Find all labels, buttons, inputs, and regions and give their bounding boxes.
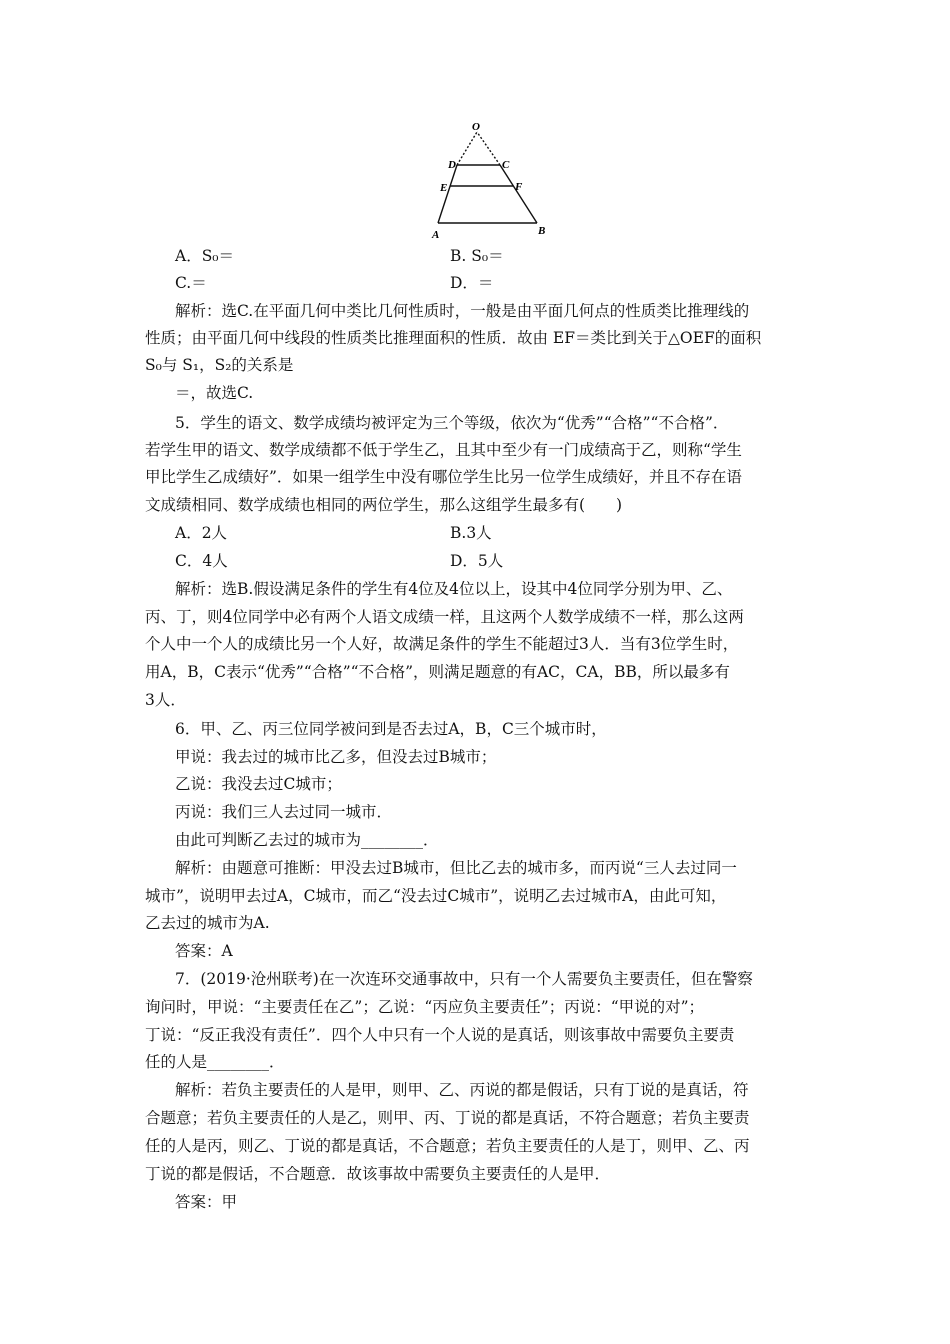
q7-analysis-line: 合题意；若负主要责任的人是乙，则甲、丙、丁说的都是真话，不符合题意；若负主要责	[145, 1109, 750, 1127]
q5-stem-line: 甲比学生乙成绩好”．如果一组学生中没有哪位学生比另一位学生成绩好，并且不存在语	[145, 468, 742, 486]
q5-analysis-line: 解析：选B.假设满足条件的学生有4位及4位以上，设其中4位同学分别为甲、乙、	[175, 580, 733, 598]
q7-stem-line: 7．(2019·沧州联考)在一次连环交通事故中，只有一个人需要负主要责任，但在警察	[175, 970, 753, 988]
q4-option-c: C.＝	[175, 274, 207, 292]
q7-analysis-line: 丁说的都是假话，不合题意．故该事故中需要负主要责任的人是甲．	[145, 1165, 611, 1183]
q5-stem-line: 若学生甲的语文、数学成绩都不低于学生乙，且其中至少有一门成绩高于乙，则称“学生	[145, 441, 742, 459]
trapezoid-figure	[425, 118, 555, 243]
segment-OC-dashed	[477, 132, 500, 165]
label-B: B	[538, 225, 546, 237]
q5-option-b: B.3人	[450, 524, 492, 542]
q6-stem-line: 乙说：我没去过C城市；	[175, 775, 342, 793]
segment-OD-dashed	[457, 132, 477, 165]
q6-analysis-line: 乙去过的城市为A.	[145, 914, 270, 932]
label-D: D	[448, 159, 456, 171]
label-O: O	[472, 121, 480, 133]
q6-stem-line: 丙说：我们三人去过同一城市．	[175, 803, 393, 821]
q4-analysis-line: 解析：选C.在平面几何中类比几何性质时，一般是由平面几何点的性质类比推理线的	[175, 302, 750, 320]
q6-stem-line: 6．甲、乙、丙三位同学被问到是否去过A，B，C三个城市时，	[175, 720, 607, 738]
segment-BC	[500, 165, 537, 223]
q4-analysis-line: ＝，故选C.	[175, 384, 254, 402]
q6-stem-line: 由此可判断乙去过的城市为________．	[175, 831, 439, 849]
segment-AD	[438, 165, 457, 223]
q6-stem-line: 甲说：我去过的城市比乙多，但没去过B城市；	[175, 748, 497, 766]
q5-option-d: D．5人	[450, 552, 504, 570]
q7-analysis-line: 解析：若负主要责任的人是甲，则甲、乙、丙说的都是假话，只有丁说的是真话，符	[175, 1081, 749, 1099]
label-A: A	[432, 229, 440, 241]
q4-analysis-line: S₀与 S₁，S₂的关系是	[145, 356, 294, 374]
q5-option-a: A．2人	[175, 524, 228, 542]
q6-answer: 答案：A	[175, 942, 233, 960]
label-E: E	[440, 182, 448, 194]
q7-stem-line: 任的人是________．	[145, 1053, 285, 1071]
q4-option-a: A．S₀＝	[175, 247, 235, 265]
q7-stem-line: 丁说：“反正我没有责任”．四个人中只有一个人说的是真话，则该事故中需要负主要责	[145, 1026, 735, 1044]
q5-analysis-line: 个人中一个人的成绩比另一个人好，故满足条件的学生不能超过3人．当有3位学生时，	[145, 635, 739, 653]
q6-analysis-line: 解析：由题意可推断：甲没去过B城市，但比乙去的城市多，而丙说“三人去过同一	[175, 859, 737, 877]
q5-option-c: C．4人	[175, 552, 228, 570]
q5-analysis-line: 用A，B，C表示“优秀”“合格”“不合格”，则满足题意的有AC，CA，BB，所以最多有	[145, 663, 730, 681]
q6-analysis-line: 城市”，说明甲去过A，C城市，而乙“没去过C城市”，说明乙去过城市A，由此可知，	[145, 887, 727, 905]
q5-analysis-line: 丙、丁，则4位同学中必有两个人语文成绩一样，且这两个人数学成绩不一样，那么这两	[145, 608, 744, 626]
q4-option-d: D．＝	[450, 274, 494, 292]
q7-stem-line: 询问时，甲说：“主要责任在乙”；乙说：“丙应负主要责任”；丙说：“甲说的对”；	[145, 998, 705, 1016]
q4-analysis-line: 性质；由平面几何中线段的性质类比推理面积的性质．故由 EF＝类比到关于△OEF的面积	[145, 329, 762, 347]
label-C: C	[502, 159, 510, 171]
q7-answer: 答案：甲	[175, 1193, 238, 1211]
q5-stem-line: 5．学生的语文、数学成绩均被评定为三个等级，依次为“优秀”“合格”“不合格”．	[175, 414, 729, 432]
q5-analysis-line: 3人．	[145, 691, 186, 709]
label-F: F	[515, 181, 523, 193]
q4-option-b: B. S₀＝	[450, 247, 504, 265]
q7-analysis-line: 任的人是丙，则乙、丁说的都是真话，不合题意；若负主要责任的人是丁，则甲、乙、丙	[145, 1137, 750, 1155]
q5-stem-line: 文成绩相同、数学成绩也相同的两位学生，那么这组学生最多有( )	[145, 496, 623, 514]
